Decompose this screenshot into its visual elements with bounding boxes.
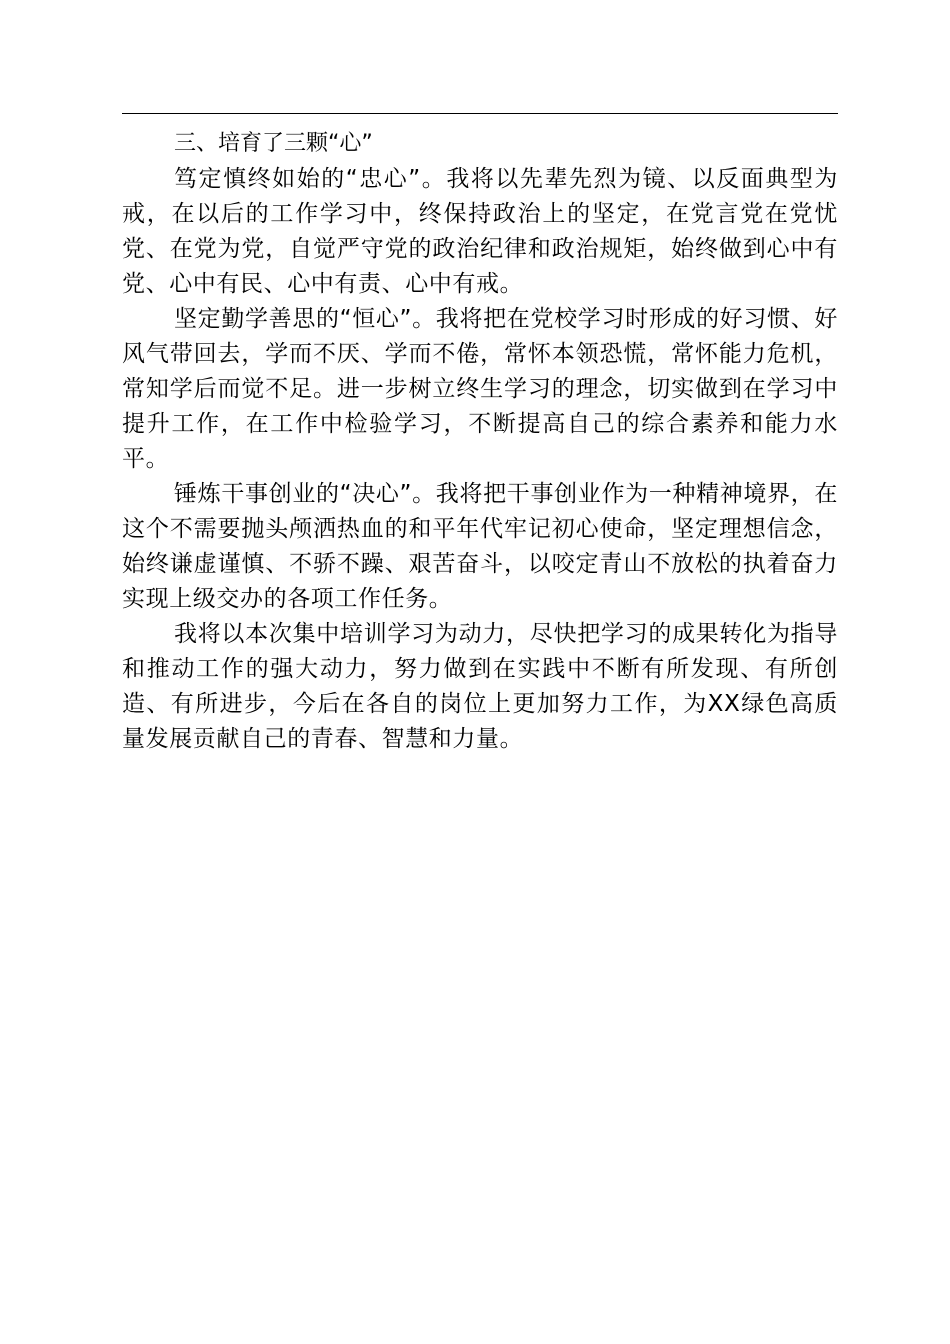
- paragraph-lead: 笃定慎终如始的“忠心”。: [174, 166, 447, 192]
- paragraph-conclusion: [122, 617, 838, 757]
- document-body: [122, 126, 838, 757]
- paragraph-determination: [122, 477, 838, 617]
- paragraph-lead: 坚定勤学善思的“恒心”。: [174, 306, 436, 332]
- section-heading: 三、培育了三颗“心”: [174, 131, 373, 156]
- paragraph-body: 我将以先辈先烈为镜、以反面典型为戒，在以后的工作学习中，终保持政治上的坚定，在党言党在党忧党、在党为党，自觉严守党的政治纪律和政治规矩，始终做到心中有党、心中有民、心中有责、心中有戒。: [122, 166, 839, 297]
- paragraph-perseverance: [122, 302, 838, 477]
- paragraph-body: 我将以本次集中培训学习为动力，尽快把学习的成果转化为指导和推动工作的强大动力，努力做到在实践中不断有所发现、有所创造、有所进步，今后在各自的岗位上更加努力工作，为XX绿色高质量发展贡献自己的青春、智慧和力量。: [122, 621, 838, 752]
- paragraph-loyalty: [122, 162, 838, 302]
- paragraph-lead: 锤炼干事创业的“决心”。: [174, 481, 436, 507]
- paragraph-body: 我将把干事创业作为一种精神境界，在这个不需要抛头颅洒热血的和平年代牢记初心使命，坚定理想信念，始终谦虚谨慎、不骄不躁、艰苦奋斗，以咬定青山不放松的执着奋力实现上级交办的各项工作任务。: [122, 481, 839, 612]
- header-rule: [122, 113, 838, 114]
- paragraph-body: 我将把在党校学习时形成的好习惯、好风气带回去，学而不厌、学而不倦，常怀本领恐慌，常怀能力危机，常知学后而觉不足。进一步树立终生学习的理念，切实做到在学习中提升工作，在工作中检验学习，不断提高自己的综合素养和能力水平。: [122, 306, 839, 472]
